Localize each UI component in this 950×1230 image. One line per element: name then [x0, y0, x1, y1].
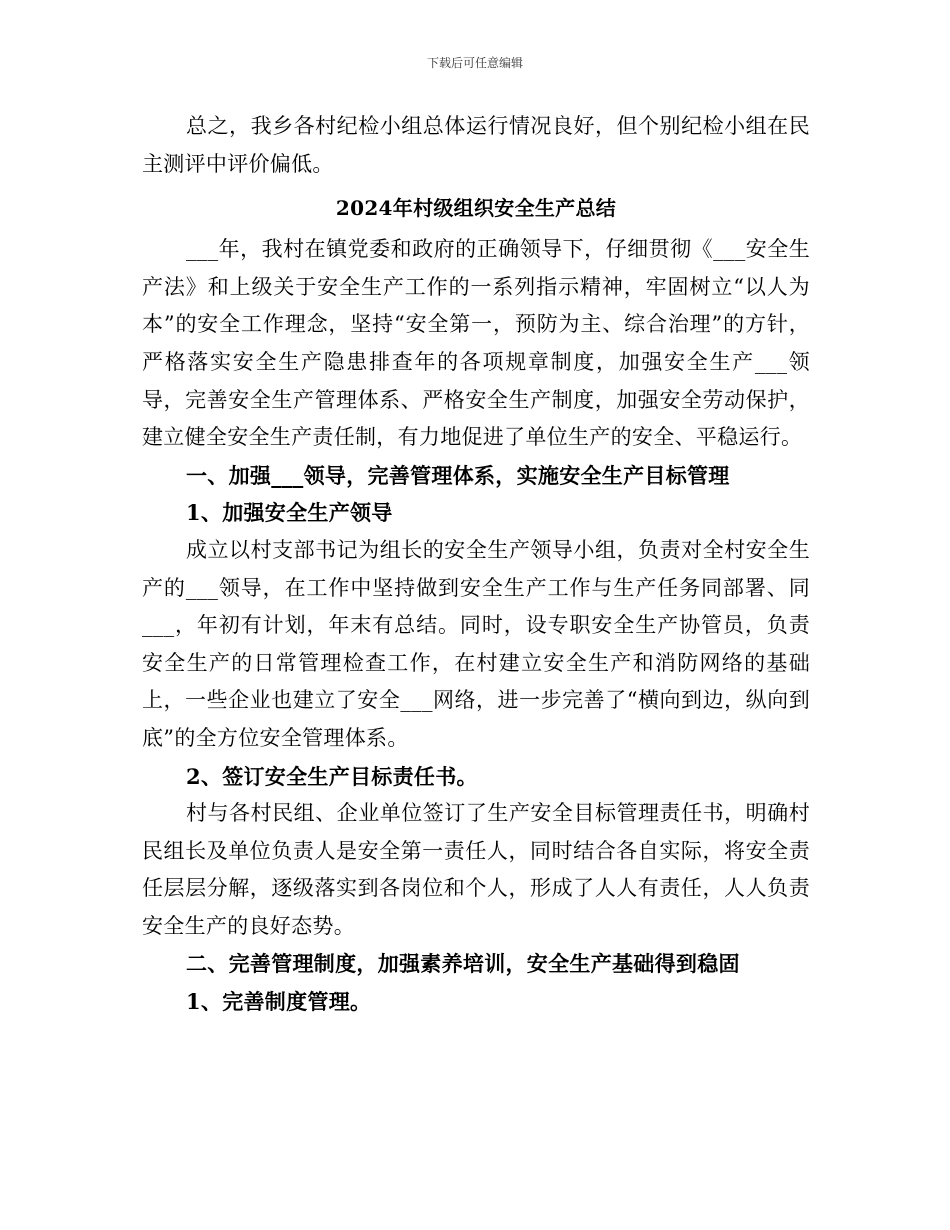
- subheading-2: 2、签订安全生产目标责任书。: [186, 763, 478, 789]
- section-heading-2: 二、完善管理制度，加强素养培训，安全生产基础得到稳固: [186, 951, 740, 977]
- paragraph-3: 村与各村民组、企业单位签订了生产安全目标管理责任书，明确村民组长及单位负责人是安全第一责任人，同时结合各自实际，将安全责任层层分解，逐级落实到各岗位和个人，形成了人人有责任，人人负责安全生产的良好态势。: [142, 801, 810, 938]
- subheading-1: 1、加强安全生产领导: [186, 500, 393, 526]
- intro-paragraph: 总之，我乡各村纪检小组总体运行情况良好，但个别纪检小组在民主测评中评价偏低。: [142, 114, 810, 176]
- paragraph-1: ___年，我村在镇党委和政府的正确领导下，仔细贯彻《___安全生产法》和上级关于安全生产工作的一系列指示精神，牢固树立“以人为本”的安全工作理念，坚持“安全第一，预防为主、综合治理”的方针，严格落实安全生产隐患排查年的各项规章制度，加强安全生产___领导，完善安全生产管理体系、严格安全生产制度，加强安全劳动保护，建立健全安全生产责任制，有力地促进了单位生产的安全、平稳运行。: [142, 237, 810, 450]
- header-note: 下载后可任意编辑: [426, 56, 523, 70]
- subheading-3: 1、完善制度管理。: [186, 989, 372, 1015]
- paragraph-2: 成立以村支部书记为组长的安全生产领导小组，负责对全村安全生产的___领导，在工作中坚持做到安全生产工作与生产任务同部署、同___，年初有计划，年末有总结。同时，设专职安全生产协管员，负责安全生产的日常管理检查工作，在村建立安全生产和消防网络的基础上，一些企业也建立了安全___网络，进一步完善了“横向到边，纵向到底”的全方位安全管理体系。: [142, 537, 810, 750]
- document-body: [142, 108, 810, 1021]
- document-title: 2024年村级组织安全生产总结: [335, 196, 617, 221]
- section-heading-1: 一、加强___领导，完善管理体系，实施安全生产目标管理: [186, 462, 730, 488]
